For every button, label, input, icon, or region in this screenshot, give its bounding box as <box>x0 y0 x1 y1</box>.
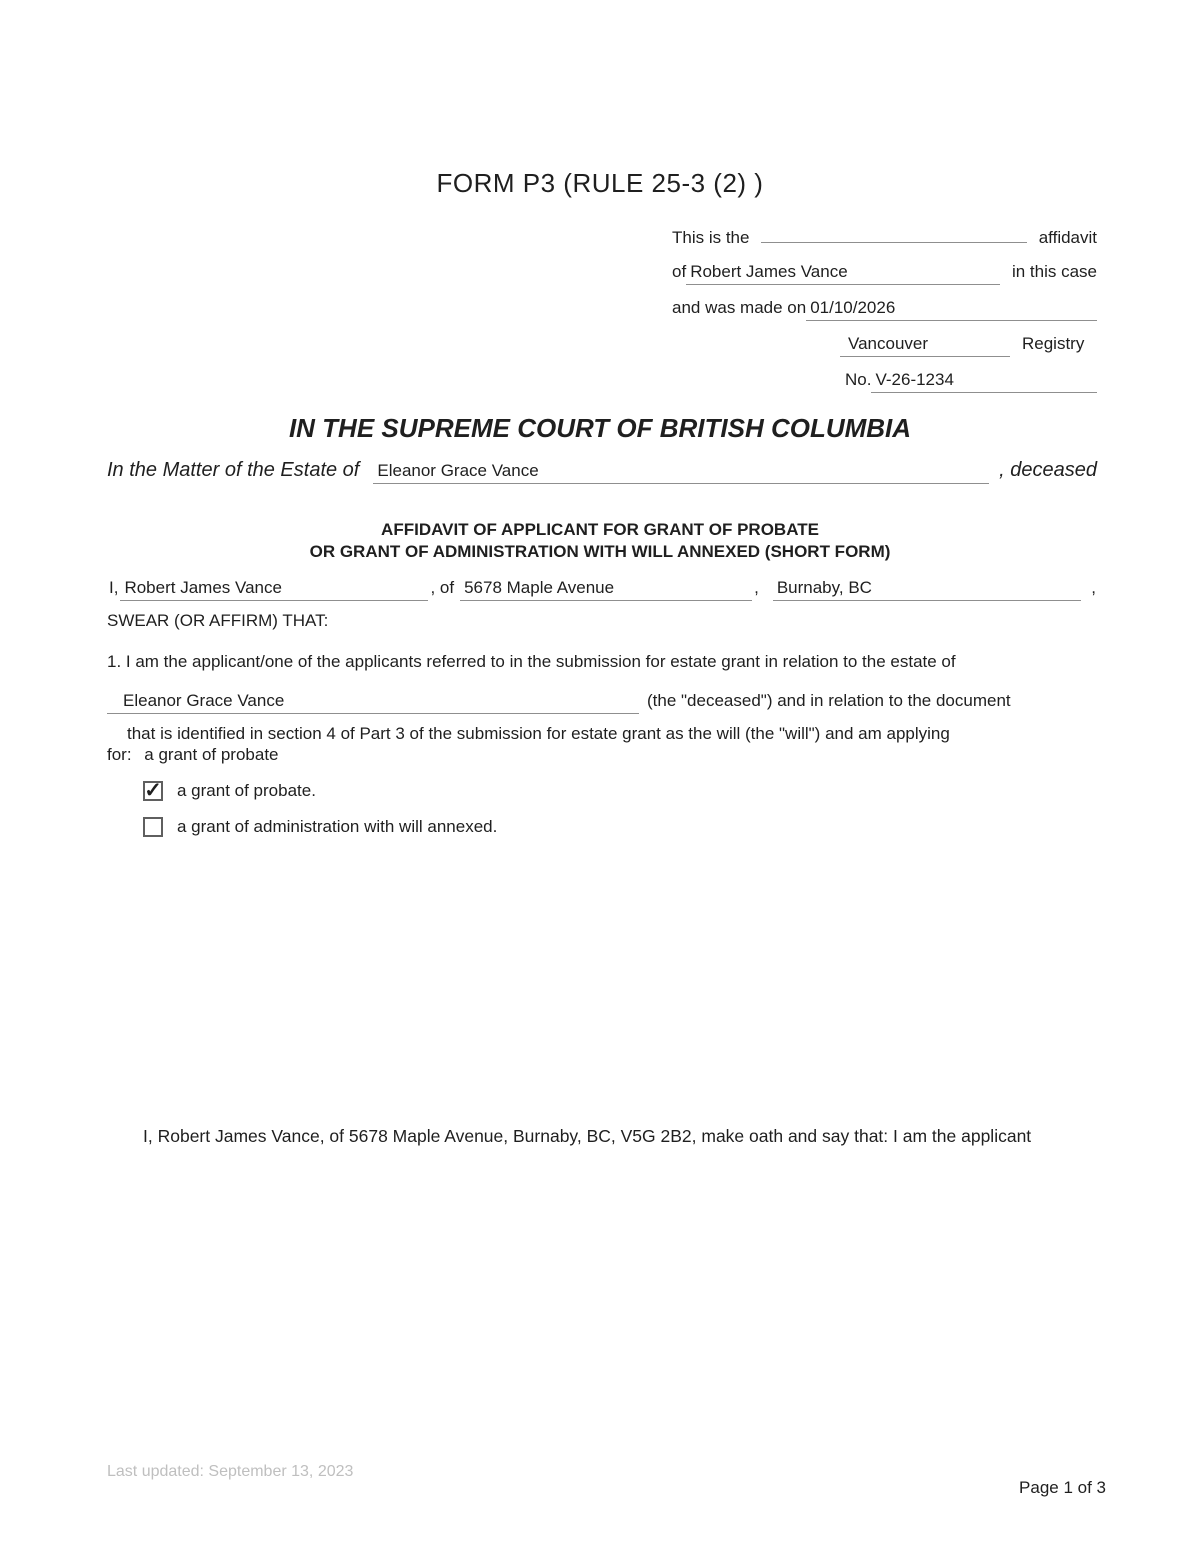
comma: , <box>754 578 759 597</box>
affidavit-ordinal-field[interactable] <box>761 226 1026 243</box>
page-number: Page 1 of 3 <box>1019 1478 1106 1497</box>
applying-for-line <box>107 744 1099 765</box>
for-label: for: <box>107 745 132 764</box>
option-grant-of-administration <box>143 816 1099 837</box>
court-title: IN THE SUPREME COURT OF BRITISH COLUMBIA <box>288 413 912 443</box>
checkbox-grant-of-probate[interactable] <box>143 781 163 801</box>
this-is-the-label: This is the <box>672 228 750 247</box>
of-label: , of <box>430 578 455 597</box>
oath-paragraph: I, Robert James Vance, of 5678 Maple Avenue, Burnaby, BC, V5G 2B2, make oath and say that: I am the applicant <box>143 1126 1032 1146</box>
city-field[interactable]: Burnaby, BC <box>773 578 1081 601</box>
deceased-name-row <box>107 690 1099 714</box>
deponent-row <box>672 262 1097 298</box>
last-updated-note: Last updated: September 13, 2023 <box>107 1463 354 1480</box>
option-grant-of-probate <box>143 780 1099 801</box>
swear-affirm-line: SWEAR (OR AFFIRM) THAT: <box>107 611 329 630</box>
paragraph-1-line2: that is identified in section 4 of Part 3 of the submission for estate grant as the will (the "will") and am applying <box>127 724 950 743</box>
declaration-row <box>107 578 1098 601</box>
in-this-case-label: in this case <box>1011 262 1097 281</box>
made-on-row <box>672 298 1097 334</box>
file-number-row <box>672 370 1097 406</box>
checkbox-label-grant-of-administration: a grant of administration with will annexed. <box>177 817 498 836</box>
affidavit-label: affidavit <box>1038 228 1097 247</box>
registry-row <box>672 334 1097 370</box>
form-title: FORM P3 (RULE 25-3 (2) ) <box>436 168 764 198</box>
affidavit-id-block <box>672 226 1097 406</box>
made-on-label: and was made on <box>672 298 807 317</box>
file-number-field[interactable]: V-26-1234 <box>871 370 1097 393</box>
deceased-name-item1-field[interactable]: Eleanor Grace Vance <box>107 690 639 714</box>
deponent-name-field[interactable]: Robert James Vance <box>686 262 1000 285</box>
checkbox-grant-of-administration[interactable] <box>143 817 163 837</box>
paragraph-1-line1: 1. I am the applicant/one of the applicants referred to in the submission for estate grant in relation to the estate of <box>107 652 956 671</box>
checkbox-label-grant-of-probate: a grant of probate. <box>177 781 316 800</box>
address-field[interactable]: 5678 Maple Avenue <box>460 578 752 601</box>
registry-field[interactable]: Vancouver <box>840 334 1010 357</box>
no-label: No. <box>845 370 872 389</box>
applicant-name-field[interactable]: Robert James Vance <box>120 578 428 601</box>
of-label: of <box>672 262 687 281</box>
comma: , <box>1091 578 1096 597</box>
estate-of-label: In the Matter of the Estate of <box>107 459 360 481</box>
affidavit-heading <box>0 519 1200 563</box>
after-deceased-name-text: (the "deceased") and in relation to the document <box>647 691 1011 710</box>
affidavit-heading-line1: AFFIDAVIT OF APPLICANT FOR GRANT OF PROBATE <box>381 520 819 539</box>
estate-of-line <box>107 459 1097 484</box>
checkmark-icon: ✓ <box>144 779 162 802</box>
paragraph-1 <box>107 651 1099 837</box>
affidavit-heading-line2: OR GRANT OF ADMINISTRATION WITH WILL ANNEXED (SHORT FORM) <box>309 542 891 561</box>
affidavit-ordinal-row <box>672 226 1097 262</box>
made-on-date-field[interactable]: 01/10/2026 <box>806 298 1097 321</box>
applying-for-field[interactable]: a grant of probate <box>144 745 279 764</box>
deceased-label: , deceased <box>999 459 1097 481</box>
deceased-name-field[interactable]: Eleanor Grace Vance <box>373 461 989 484</box>
registry-label: Registry <box>1022 334 1085 353</box>
i-label: I, <box>109 578 119 597</box>
